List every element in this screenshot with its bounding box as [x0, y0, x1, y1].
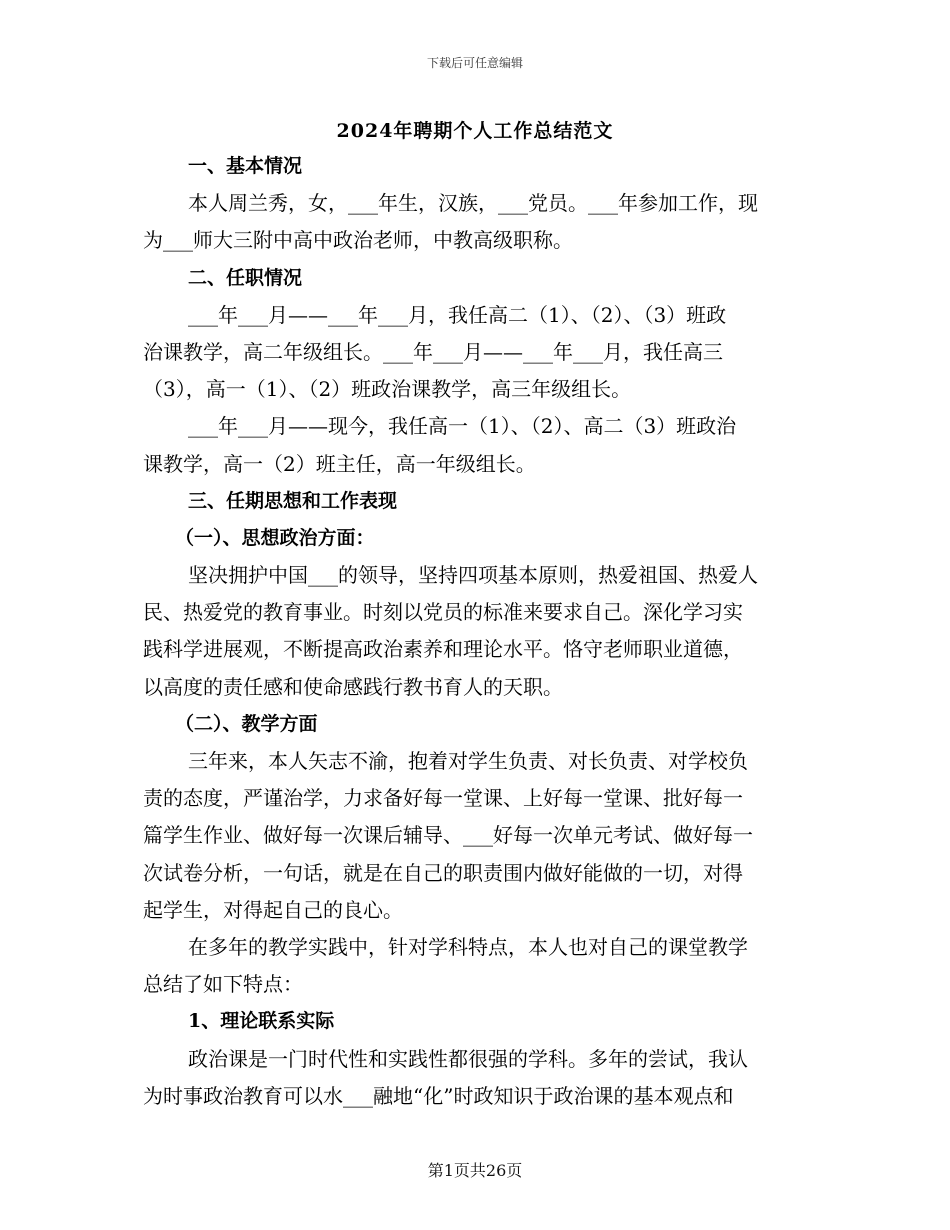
paragraph-line: 三年来，本人矢志不渝，抱着对学生负责、对长负责、对学校负 [188, 749, 748, 773]
paragraph-line: 在多年的教学实践中，针对学科特点，本人也对自己的课堂教学 [188, 934, 748, 959]
section-heading-performance: 三、任期思想和工作表现 [188, 489, 398, 512]
paragraph-line: 以高度的责任感和使命感践行教书育人的天职。 [143, 674, 563, 699]
paragraph-line: ___年___月——___年___月，我任高二（1）、（2）、（3）班政 [188, 302, 727, 327]
subsection-heading-ideology: （一）、思想政治方面： [175, 526, 375, 549]
paragraph-line: 总结了如下特点： [143, 972, 303, 997]
paragraph-line: 起学生，对得起自己的良心。 [143, 897, 403, 922]
paragraph-line: 坚决拥护中国___的领导，坚持四项基本原则，热爱祖国、热爱人 [188, 563, 758, 588]
paragraph-line: 为___师大三附中高中政治老师，中教高级职称。 [143, 228, 573, 253]
paragraph-line: 次试卷分析，一句话，就是在自己的职责围内做好能做的一切，对得 [143, 860, 743, 885]
paragraph-line: 政治课是一门时代性和实践性都很强的学科。多年的尝试，我认 [188, 1046, 748, 1071]
paragraph-line: 治课教学，高二年级组长。___年___月——___年___月，我任高三 [143, 339, 723, 364]
page-header-note: 下载后可任意编辑 [426, 56, 523, 70]
section-heading-positions: 二、任职情况 [188, 266, 303, 289]
subsection-heading-teaching: （二）、教学方面 [175, 712, 318, 735]
item-heading-theory-practice: 1、理论联系实际 [188, 1010, 335, 1033]
paragraph-line: （3），高一（1）、（2）班政治课教学，高三年级组长。 [143, 377, 632, 402]
paragraph-line: 课教学，高一（2）班主任，高一年级组长。 [143, 451, 536, 476]
paragraph-line: 篇学生作业、做好每一次课后辅导、___好每一次单元考试、做好每一 [143, 823, 753, 848]
section-heading-basic-info: 一、基本情况 [188, 155, 303, 177]
paragraph-line: 责的态度，严谨治学，力求备好每一堂课、上好每一堂课、批好每一 [143, 786, 743, 811]
paragraph-line: 践科学进展观，不断提高政治素养和理论水平。恪守老师职业道德， [143, 637, 743, 662]
paragraph-line: 本人周兰秀，女，___年生，汉族，___党员。___年参加工作，现 [188, 191, 758, 216]
document-body [143, 148, 808, 1115]
paragraph-line: ___年___月——现今，我任高一（1）、（2）、高二（3）班政治 [188, 414, 737, 439]
document-title: 2024年聘期个人工作总结范文 [336, 120, 614, 142]
paragraph-line: 为时事政治教育可以水___融地“化”时政知识于政治课的基本观点和 [143, 1083, 734, 1108]
paragraph-line: 民、热爱党的教育事业。时刻以党员的标准来要求自己。深化学习实 [143, 600, 743, 625]
page-number-footer: 第1页共26页 [427, 1161, 523, 1180]
